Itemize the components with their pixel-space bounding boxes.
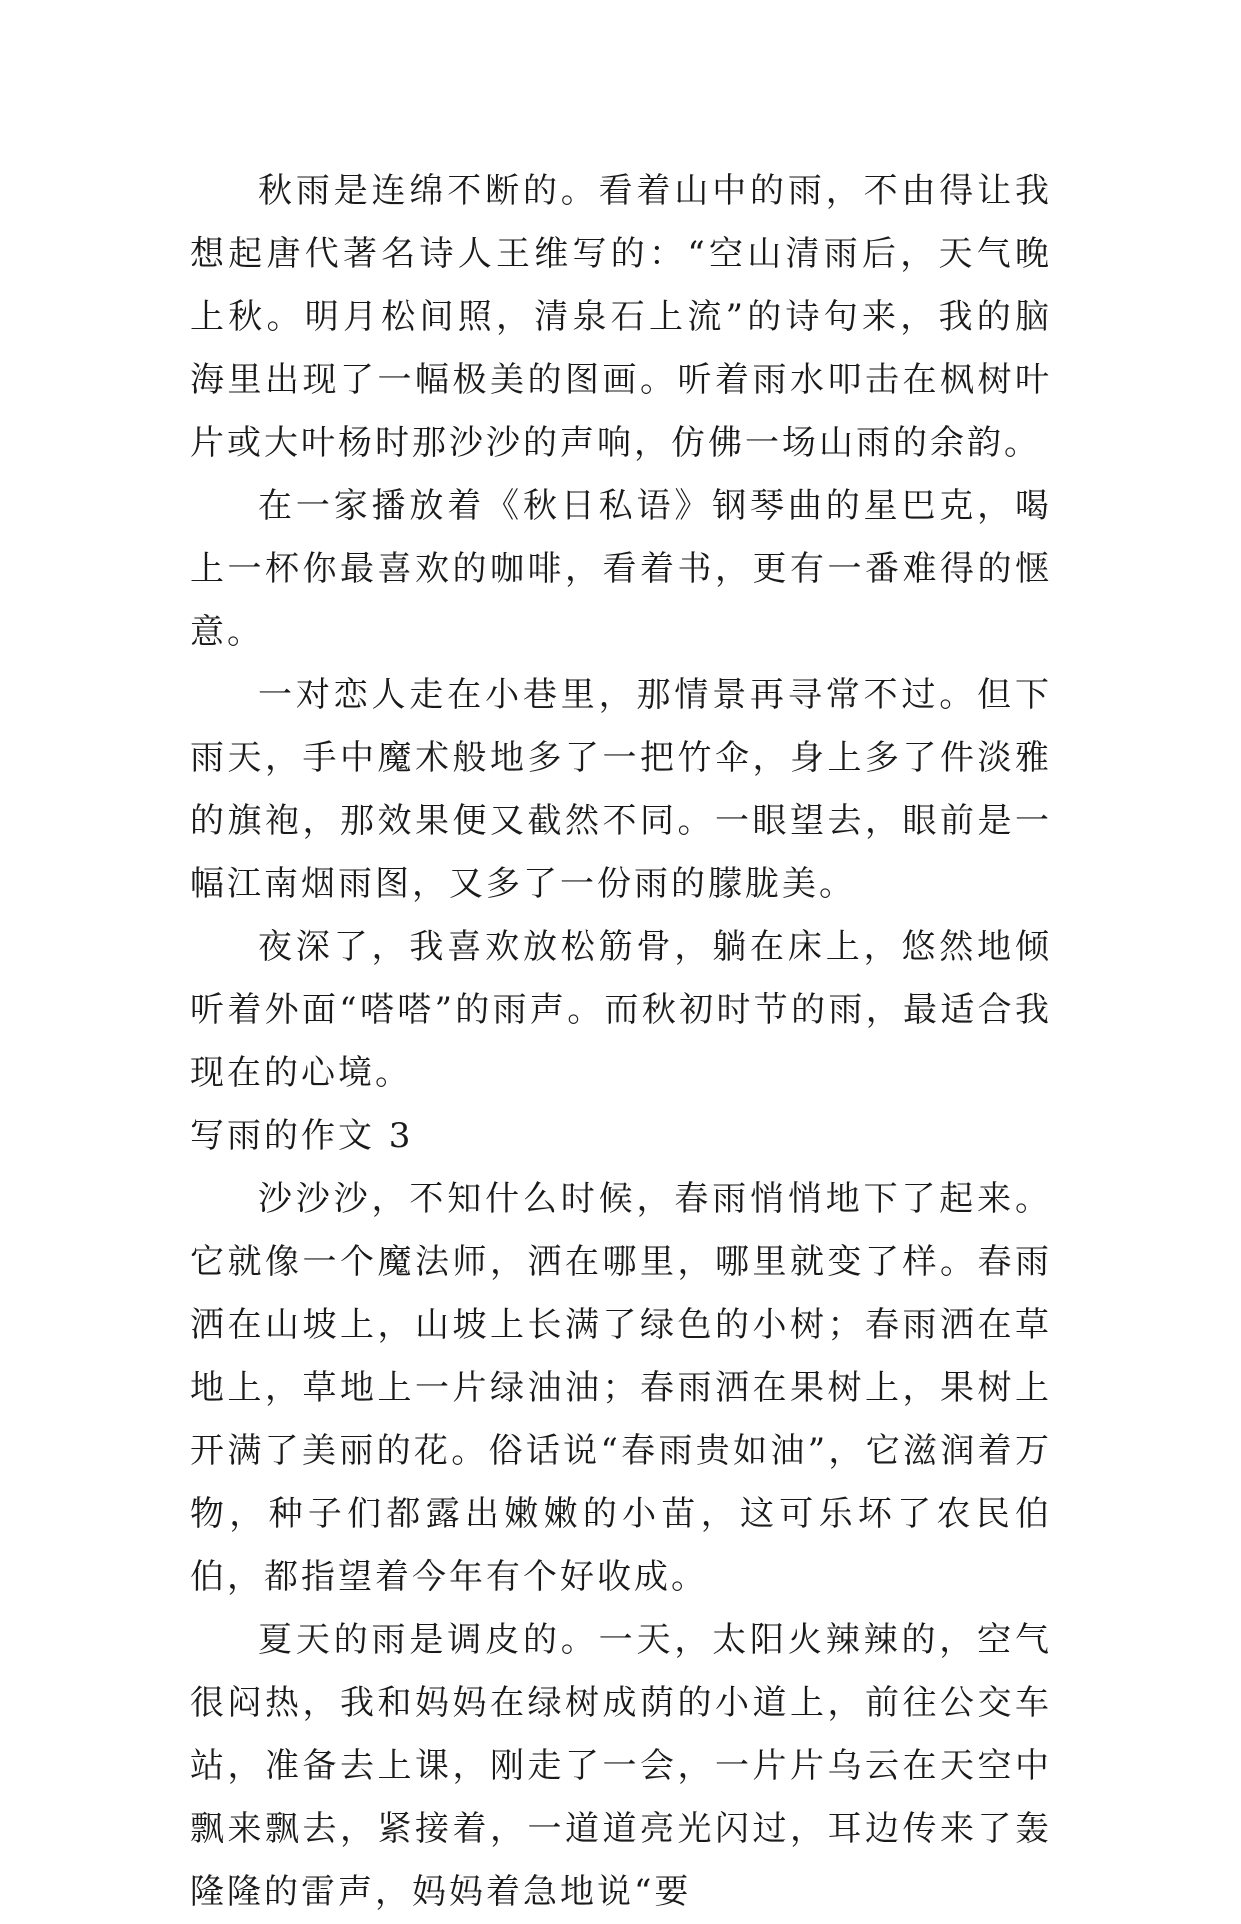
section-title: 写雨的作文 3 (190, 1116, 414, 1156)
paragraph: 在一家播放着《秋日私语》钢琴曲的星巴克，喝上一杯你最喜欢的咖啡，看着书，更有一番难得的惬意。 (190, 486, 1052, 652)
document-body (190, 160, 1052, 1924)
paragraph: 沙沙沙，不知什么时候，春雨悄悄地下了起来。它就像一个魔法师，洒在哪里，哪里就变了样。春雨洒在山坡上，山坡上长满了绿色的小树；春雨洒在草地上，草地上一片绿油油；春雨洒在果树上，果树上开满了美丽的花。俗话说“春雨贵如油”，它滋润着万物，种子们都露出嫩嫩的小苗，这可乐坏了农民伯伯，都指望着今年有个好收成。 (190, 1179, 1052, 1597)
paragraph: 一对恋人走在小巷里，那情景再寻常不过。但下雨天，手中魔术般地多了一把竹伞，身上多了件淡雅的旗袍，那效果便又截然不同。一眼望去，眼前是一幅江南烟雨图，又多了一份雨的朦胧美。 (190, 675, 1052, 904)
paragraph: 夏天的雨是调皮的。一天，太阳火辣辣的，空气很闷热，我和妈妈在绿树成荫的小道上，前往公交车站，准备去上课，刚走了一会，一片片乌云在天空中飘来飘去，紧接着，一道道亮光闪过，耳边传来了轰隆隆的雷声，妈妈着急地说“要 (190, 1620, 1052, 1912)
paragraph: 夜深了，我喜欢放松筋骨，躺在床上，悠然地倾听着外面“嗒嗒”的雨声。而秋初时节的雨，最适合我现在的心境。 (190, 927, 1052, 1093)
paragraph: 秋雨是连绵不断的。看着山中的雨，不由得让我想起唐代著名诗人王维写的：“空山清雨后，天气晚上秋。明月松间照，清泉石上流”的诗句来，我的脑海里出现了一幅极美的图画。听着雨水叩击在枫树叶片或大叶杨时那沙沙的声响，仿佛一场山雨的余韵。 (190, 171, 1052, 463)
